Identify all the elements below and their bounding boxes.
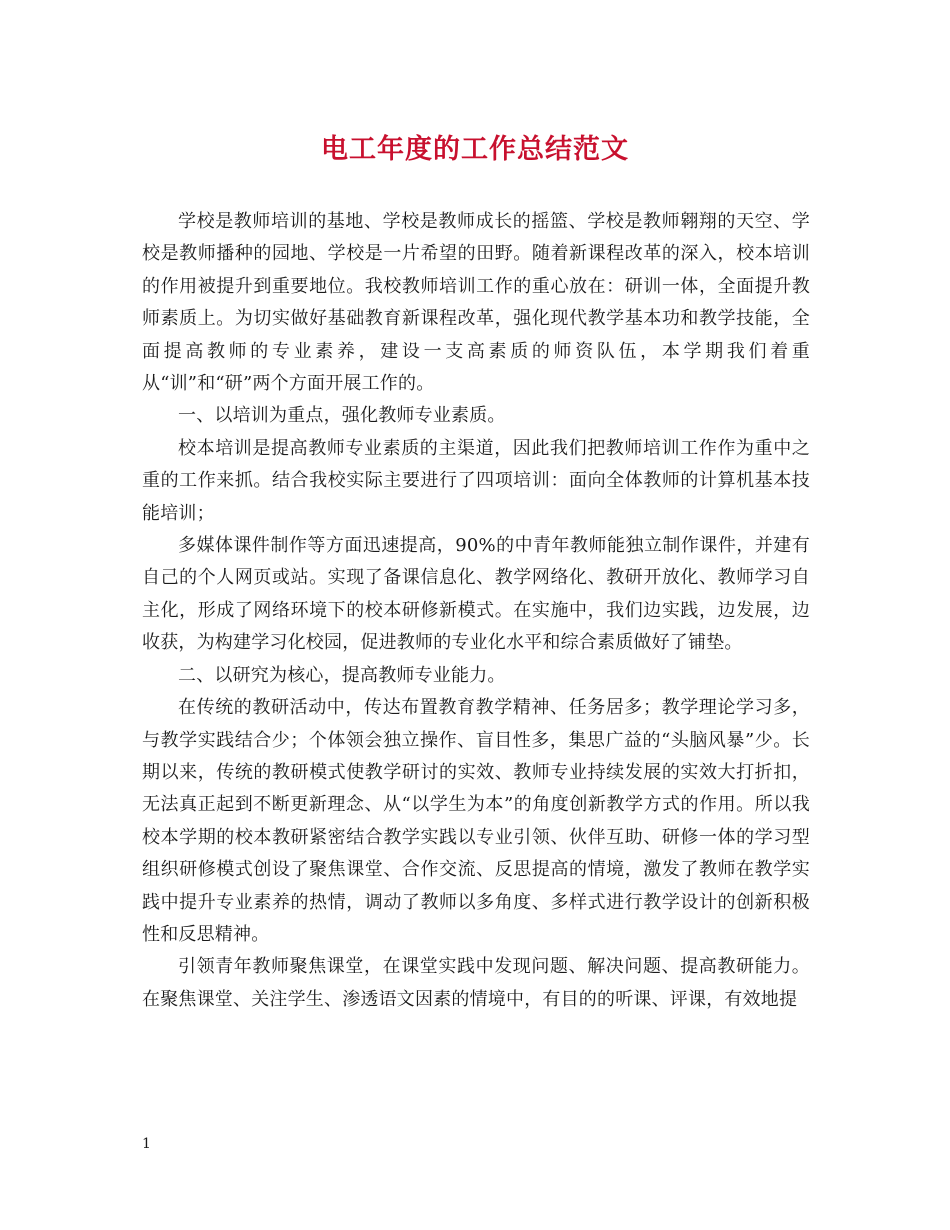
paragraph-multimedia: 多媒体课件制作等方面迅速提高，90%的中青年教师能独立制作课件，并建有自己的个人网页或站。实现了备课信息化、教学网络化、教研开放化、教师学习自主化，形成了网络环境下的校本研修新模式。在实施中，我们边实践，边发展，边收获，为构建学习化校园，促进教师的专业化水平和综合素质做好了铺垫。 xyxy=(142,535,810,654)
document-body xyxy=(142,206,810,1016)
page-number: 1 xyxy=(142,1136,151,1152)
paragraph-classroom: 引领青年教师聚焦课堂，在课堂实践中发现问题、解决问题、提高教研能力。在聚焦课堂、关注学生、渗透语文因素的情境中，有目的的听课、评课，有效地提 xyxy=(142,956,810,1010)
section-heading-research: 二、以研究为核心，提高教师专业能力。 xyxy=(178,664,506,686)
paragraph-training: 校本培训是提高教师专业素质的主渠道，因此我们把教师培训工作作为重中之重的工作来抓。结合我校实际主要进行了四项培训：面向全体教师的计算机基本技能培训； xyxy=(142,437,810,524)
paragraph-research: 在传统的教研活动中，传达布置教育教学精神、任务居多；教学理论学习多，与教学实践结合少；个体领会独立操作、盲目性多，集思广益的“头脑风暴”少。长期以来，传统的教研模式使教学研讨的实效、教师专业持续发展的实效大打折扣，无法真正起到不断更新理念、从“以学生为本”的角度创新教学方式的作用。所以我校本学期的校本教研紧密结合教学实践以专业引领、伙伴互助、研修一体的学习型组织研修模式创设了聚焦课堂、合作交流、反思提高的情境，激发了教师在教学实践中提升专业素养的热情，调动了教师以多角度、多样式进行教学设计的创新积极性和反思精神。 xyxy=(142,697,810,945)
document-title: 电工年度的工作总结范文 xyxy=(321,134,629,165)
section-heading-training: 一、以培训为重点，强化教师专业素质。 xyxy=(178,405,506,427)
paragraph-intro: 学校是教师培训的基地、学校是教师成长的摇篮、学校是教师翱翔的天空、学校是教师播种的园地、学校是一片希望的田野。随着新课程改革的深入，校本培训的作用被提升到重要地位。我校教师培训工作的重心放在：研训一体，全面提升教师素质上。为切实做好基础教育新课程改革，强化现代教学基本功和教学技能，全面提高教师的专业素养，建设一支高素质的师资队伍，本学期我们着重从“训”和“研”两个方面开展工作的。 xyxy=(142,211,810,395)
